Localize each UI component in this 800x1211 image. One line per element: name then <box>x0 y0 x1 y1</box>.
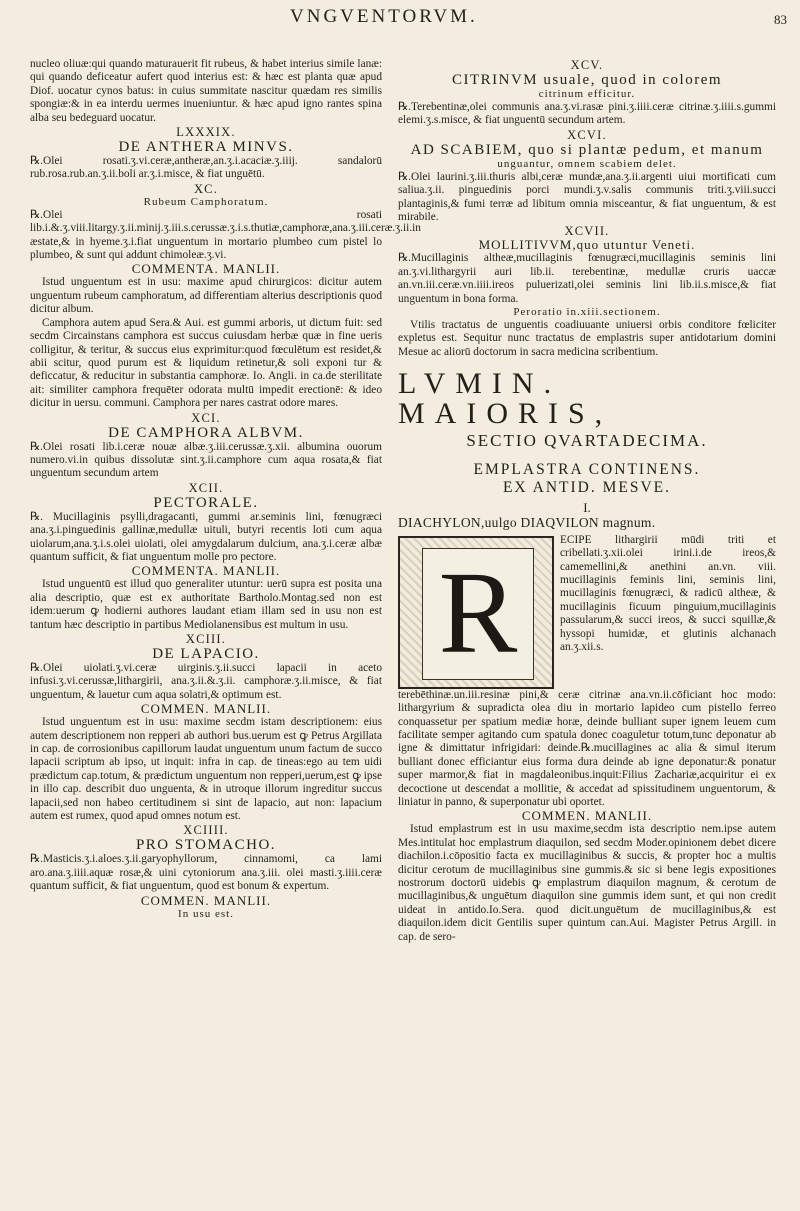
section-number: XCVI. <box>567 127 607 142</box>
paragraph: ℞.Mucillaginis altheæ,mucillaginis fœnugræci,mucillaginis seminis lini an.ʒ.vi.lithargyrii auri lib.ii. terebentinæ, medullæ cruris uaccæ an.vn.iii.ceræ.vn.iiii.ireos puluerizati,olei seminis lini lib.ii.s.misce,& fiat unguentum in bona forma. <box>398 252 776 305</box>
paragraph: Camphora autem apud Sera.& Aui. est gummi arboris, ut dictum fuit: sed secdm Circainstans camphora est succus cuiusdam herbæ quæ in fine ueris colligitur, & teritur, & succus eius exprimitur:quod fœculētum est residet,& abii scitur, quod purum est & liquidum retinetur,& soli exponi tur & deficcatur, & reducitur in substantia camphoræ. Io. Angli. in ca.de sterilitate ait: similiter camphora frequēter odorata multū impedit erectionē: & ideo dicitur in uersu. communi. Camphora per nares castrat odore mares. <box>30 316 382 410</box>
recipe-continuation: terebēthinæ.un.iii.resinæ pini,& ceræ citrinæ ana.vn.ii.cōficiant hoc modo: lithargyrium & supradicta olea diu in mortario lapideo cum pistello ferreo conquassetur per spatium mediæ horæ, deinde bulliant super ignem leuem cum facilitate semper agitando cum spatula donec coaguletur totum,tunc deponatur ab igne & dimittatur infrigidari: deinde.℞.mucillagines ac alia & simul iterum bulliant donec efficiantur eius forma dura deinde ab igne deponatur:& ponatur super marmor,& fiat in magdaleonibus.inquit:Filius Zachariæ,acquiritur ei ex decoctione ut descendat a mollitie, & accedat ad spissitudinem unguentorum, & liniatur in panno, & superponatur ubi oportet. <box>398 688 776 808</box>
subheading: unguantur, omnem scabiem delet. <box>497 157 677 170</box>
paragraph: ℞.Olei rosati lib.i.&.ʒ.viii.litargy.ʒ.ii.minij.ʒ.iii.s.cerussæ.ʒ.i.s.thutiæ,camphoræ,ana.ʒ.iii.ceræ.ʒ.ii.in æstate,& in hyeme.ʒ.i.fiat unguentum in mortario plumbeo cum pistel lo plumbeo, & sunt qui addunt chimoleæ.ʒ.vi. <box>30 208 421 262</box>
paragraph: ℞.Terebentinæ,olei communis ana.ʒ.vi.rasæ pini.ʒ.iiii.ceræ citrinæ.ʒ.iiii.s.gummi elemi.ʒ.s.misce, & fiat unguentū secundum artem. <box>398 101 776 127</box>
section-title: PRO STOMACHO. <box>135 837 277 854</box>
commentary-heading: COMMEN. MANLII. <box>521 808 653 824</box>
section-number: XCV. <box>570 58 604 72</box>
section-number: LXXXIX. <box>176 125 236 140</box>
paragraph: ℞.Olei rosati lib.i.ceræ nouæ albæ.ʒ.iii.cerussæ.ʒ.xii. albumina ouorum numero.vi.in quibus dissolutæ sint.ʒ.ii.camphore cum aqua rosata,& fiat unguentum secundum artem <box>30 440 382 480</box>
section-number: XCVII. <box>564 224 610 239</box>
paragraph: ℞.Olei laurini.ʒ.iii.thuris albi,ceræ mundæ,ana.ʒ.ii.argenti uiui mortificati cum saliua.ʒ.ii. pinguedinis porci mundi.ʒ.v.salis communis triti.ʒ.viii.succi plantaginis,& fumi terræ ad libitum omnia misceantur, & fiat unguentum, & est mirabile. <box>398 170 776 224</box>
section-heading: SECTIO QVARTADECIMA. <box>466 431 708 451</box>
recipe-number: I. <box>583 500 591 516</box>
paragraph: nucleo oliuæ:qui quando maturauerit fit rubeus, & habet interius simile lanæ: qui quando deficeatur aufert quod interius est: & hæc est planta quæ apud Diof. uocatur cynos batus: in cuius summitate nascitur quædam res similis spongiæ:& in ea interdu uermes inueniuntur. & hæc apud igno rantes spina alba seu bedeguard uocatur. <box>30 58 382 124</box>
paragraph: ℞.Olei uiolati.ʒ.vi.ceræ uirginis.ʒ.ii.succi lapacii in aceto infusi.ʒ.vi.cerussæ,lithargirii, ana.ʒ.ii.&.ʒ.ii. camphoræ.ʒ.ii.misce, & fiat unguentum, & lauetur cum aqua solatri,& optimum est. <box>30 662 382 701</box>
running-head <box>0 4 800 30</box>
section-title: AD SCABIEM, quo si plantæ pedum, et manum <box>410 141 764 158</box>
left-column <box>30 58 421 921</box>
decorated-initial <box>398 536 554 689</box>
subheading: Peroratio in.xiii.sectionem. <box>513 306 661 319</box>
commentary-heading: COMMENTA. MANLII. <box>131 563 281 579</box>
section-number: XC. <box>193 181 219 196</box>
page-number: 83 <box>774 12 787 27</box>
section-title: PECTORALE. <box>153 494 259 511</box>
running-head-title: VNGVENTORVM. <box>290 6 478 27</box>
commentary-heading: COMMEN. MANLII. <box>140 701 272 717</box>
commentary-heading: MOLLITIVVM,quo utuntur Veneti. <box>478 237 696 253</box>
section-title: DE ANTHERA MINVS. <box>118 139 294 156</box>
paragraph: ℞. Mucillaginis psylli,dragacanti, gummi ar.seminis lini, fœnugræci ana.ʒ.i.pinguedinis gallinæ,medullæ uituli, butyri recentis loti cum aqua uiolarum,ana.ʒ.i.s.olei uiolati, olei amygdalarum dulcium, ana.ʒ.i.ceræ albæ quantum sufficit, & fiat unguentum molle pro pectore. <box>30 510 382 563</box>
book-title: LVMIN. MAIORIS, <box>398 367 613 431</box>
paragraph: ℞.Olei rosati.ʒ.vi.ceræ,antheræ,an.ʒ.i.acaciæ.ʒ.iiij. sandalorū rub.rosa.rub.an.ʒ.ii.boli ar.ʒ.i.misce, & fiat unguētū. <box>30 155 382 181</box>
section-title: CITRINVM usuale, quod in colorem <box>451 72 723 88</box>
section-number: XCIIII. <box>183 823 229 838</box>
section-title: DE LAPACIO. <box>152 646 260 662</box>
diachylon-heading: DIACHYLON,uulgo DIAQVILON magnum. <box>398 514 656 530</box>
paragraph: Istud unguentum est in usu: maxime secdm istam descriptionem: eius autem descriptionem non repperi ab authori bus.uerum est ꝙ Petrus Argillata in cap. de corrosionibus capillorum laudat unguentum unum factum de succo lapacii scriptum ab ipso, ut inquit: infra in cap. de tineas:ego au tem uidi prædictum cap.totum, & prædictum unguentum non repperi,uerum,est ꝙ ipse in illo cap. describit duo unguenta, & in utroque illorum ingreditur succus lapacii,sed non habeo certitudinem si sint de lapacio, aut non: lapacium autem est rumex, quod apud omnes notum est. <box>30 716 382 823</box>
commentary-heading: COMMEN. MANLII. <box>140 892 272 908</box>
right-column <box>398 58 776 944</box>
recipe-text: ECIPE lithargirii mūdi triti et cribellati.ʒ.xii.olei irini.i.de ireos,& camemellini,& anethini an.vn. viii. mucillaginis feminis lini, seminis lini, mucillaginis fœnugræci, & radicū altheæ, & mucillaginis ficuum pinguium,mucillaginis passularum,& succi ireos, & succi squillæ,& hyssopi humidæ, et glutinis alchanach an.ʒ.xii.s. <box>560 533 776 653</box>
closing-line: In usu est. <box>178 907 234 920</box>
commentary-text: Istud emplastrum est in usu maxime,secdm ista descriptio nem.ipse autem Mes.intitulat hoc emplastrum diaquilon, sed secdm Moder.opinionem debet dicere diachilon.i.cōpositio facta ex mucillaginibus & succis, & propter hoc a multis dicitur cerotum de mucillaginibus sine gummis.& sic si bene legis expositiones nostrorum doctorū uidebis ꝙ emplastrum diaquilon magnum, & cerotum de mucillaginibus,& unguētum diaquilon sine gummis idem sunt, et qui non credit uideat in antido.Io.Sera. quod dicit.unguētum de mucillaginibus,& est diaquilon.idem dicit Gentilis super quintum can.Aui. Magister Petrus Argill. in cap. de sero- <box>398 823 776 943</box>
section-number: XCIII. <box>185 632 227 646</box>
paragraph: Vtilis tractatus de unguentis coadiuuante uniuersi orbis conditore fœliciter expletus est. Sequitur nunc tractatus de emplastris super antidotarium domini Mesue ac aliorū doctorum in sacra medicina scribentium. <box>398 319 776 358</box>
paragraph: Istud unguentū est illud quo generaliter utuntur: uerū supra est posita una alia descriptio, quæ est ex authoritate Bartholo.Montag.sed non est idem:uerum ꝙ hodierni authores laudant etiam illam sed in usu non est tantum hæc descriptio in partibus Mediolanensibus est multum in usu. <box>30 578 382 631</box>
initial-letter: R <box>422 548 534 680</box>
section-title: DE CAMPHORA ALBVM. <box>108 424 304 441</box>
emplastra-heading: EMPLASTRA CONTINENS. <box>473 461 701 479</box>
antidotarium-heading: EX ANTID. MESVE. <box>502 479 672 497</box>
paragraph: ℞.Masticis.ʒ.i.aloes.ʒ.ii.garyophyllorum, cinnamomi, ca lami aro.ana.ʒ.iiii.aquæ rosæ,& uini cytoniorum ana.ʒ.iii. olei masti.ʒ.iiii.ceræ quantum sufficit, & fiat unguentum, quod est bonum & expertum. <box>30 853 382 893</box>
section-number: XCII. <box>188 480 224 495</box>
section-number: XCI. <box>191 410 221 425</box>
subheading: Rubeum Camphoratum. <box>143 195 269 208</box>
paragraph: Istud unguentum est in usu: maxime apud chirurgicos: dicitur autem unguentum rubeum camphoratum, ad differentiam alterius descriptionis quod dicitur album. <box>30 276 382 316</box>
recipe-block <box>398 534 776 810</box>
commentary-heading: COMMENTA. MANLII. <box>131 261 281 277</box>
subheading: citrinum efficitur. <box>538 88 636 100</box>
right-column-entries <box>398 58 776 359</box>
